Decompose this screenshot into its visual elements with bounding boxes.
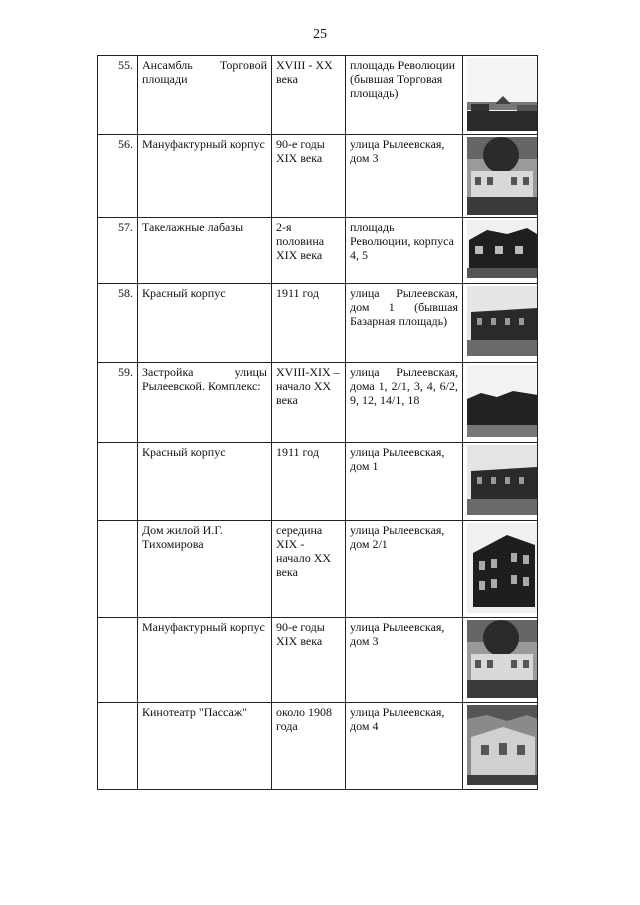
building-photo-icon [467, 58, 538, 131]
object-address: площадь Революции (бывшая Торговая площадь) [346, 56, 463, 135]
page-number: 25 [313, 27, 327, 42]
object-name: Мануфактурный корпус [138, 618, 272, 703]
row-number: 57. [98, 218, 138, 284]
table-row [98, 703, 538, 790]
object-date: 90-е годы XIX века [272, 618, 346, 703]
object-name: Дом жилой И.Г. Тихомирова [138, 521, 272, 618]
object-name: Красный корпус [138, 443, 272, 521]
object-date: 2-я половина XIX века [272, 218, 346, 284]
row-number [98, 521, 138, 618]
photo-cell [463, 284, 538, 363]
object-date: середина XIX - начало XX века [272, 521, 346, 618]
object-name: Мануфактурный корпус [138, 135, 272, 218]
table-row [98, 56, 538, 135]
object-address: улица Рылеевская, дом 1 (бывшая Базарная площадь) [346, 284, 463, 363]
table-row [98, 218, 538, 284]
photo-cell [463, 363, 538, 443]
table-row [98, 618, 538, 703]
object-date: 1911 год [272, 443, 346, 521]
object-address: улица Рылеевская, дом 3 [346, 135, 463, 218]
object-address: улица Рылеевская, дом 3 [346, 618, 463, 703]
photo-cell [463, 56, 538, 135]
object-name: Застройка улицы Рылеевской. Комплекс: [138, 363, 272, 443]
table-row [98, 284, 538, 363]
object-date: около 1908 года [272, 703, 346, 790]
photo-cell [463, 521, 538, 618]
building-photo-icon [467, 137, 538, 215]
object-name: Красный корпус [138, 284, 272, 363]
object-address: улица Рылеевская, дом 1 [346, 443, 463, 521]
heritage-objects-table [97, 55, 538, 790]
row-number: 58. [98, 284, 138, 363]
building-photo-icon [467, 705, 538, 785]
photo-cell [463, 618, 538, 703]
photo-cell [463, 218, 538, 284]
object-date: XVIII-XIX –начало XX века [272, 363, 346, 443]
row-number [98, 443, 138, 521]
row-number: 56. [98, 135, 138, 218]
object-date: XVIII - XX века [272, 56, 346, 135]
object-address: площадь Революции, корпуса 4, 5 [346, 218, 463, 284]
table-row [98, 521, 538, 618]
table-row [98, 363, 538, 443]
photo-cell [463, 703, 538, 790]
row-number [98, 703, 138, 790]
object-address: улица Рылеевская, дома 1, 2/1, 3, 4, 6/2, 9, 12, 14/1, 18 [346, 363, 463, 443]
row-number: 59. [98, 363, 138, 443]
building-photo-icon [467, 620, 538, 698]
object-date: 1911 год [272, 284, 346, 363]
building-photo-icon [467, 445, 538, 515]
object-address: улица Рылеевская, дом 4 [346, 703, 463, 790]
object-date: 90-е годы XIX века [272, 135, 346, 218]
object-name: Такелажные лабазы [138, 218, 272, 284]
object-name: Ансамбль Торговой площади [138, 56, 272, 135]
building-photo-icon [467, 286, 538, 356]
table-row [98, 443, 538, 521]
object-name: Кинотеатр "Пассаж" [138, 703, 272, 790]
photo-cell [463, 443, 538, 521]
building-photo-icon [467, 220, 538, 278]
building-photo-icon [467, 365, 538, 437]
table-row [98, 135, 538, 218]
photo-cell [463, 135, 538, 218]
building-photo-icon [467, 523, 538, 613]
row-number: 55. [98, 56, 138, 135]
row-number [98, 618, 138, 703]
object-address: улица Рылеевская, дом 2/1 [346, 521, 463, 618]
